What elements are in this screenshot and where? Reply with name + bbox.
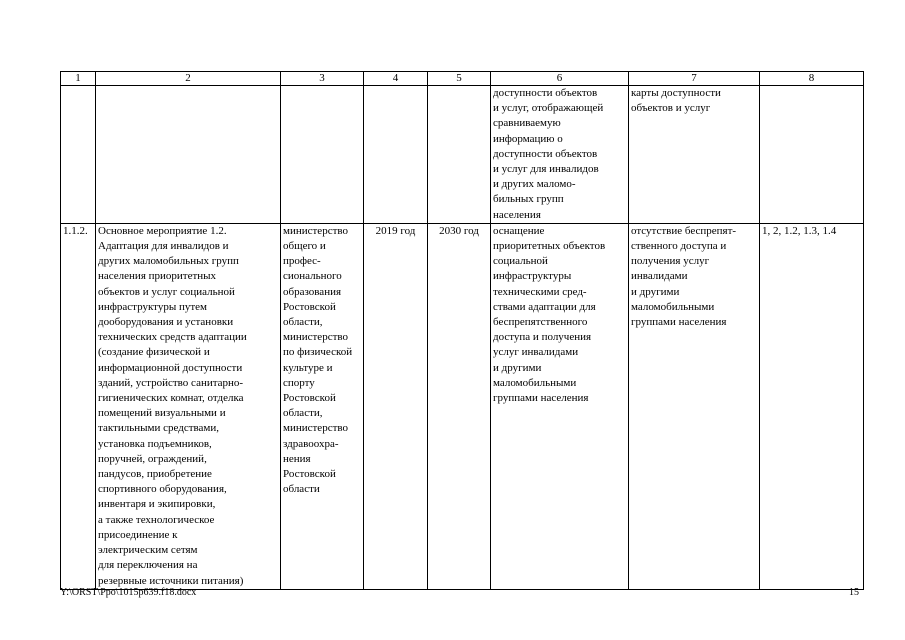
cell-start-year: 2019 год (364, 223, 428, 589)
page-number: 15 (849, 587, 859, 598)
header-cell: 8 (760, 72, 864, 86)
table-row (61, 223, 864, 589)
table-row (61, 86, 864, 224)
cell-expected-result: доступности объектов и услуг, отображающей сравниваемую информацию о доступности объектов и услуг для инвалидов и других маломо- бильных групп населения (491, 86, 629, 224)
cell-event-name (96, 86, 281, 224)
header-cell: 7 (629, 72, 760, 86)
cell-number: 1.1.2. (61, 223, 96, 589)
cell-consequences: карты доступности объектов и услуг (629, 86, 760, 224)
header-cell: 2 (96, 72, 281, 86)
cell-responsible: министерство общего и профес- сионального образования Ростовской области, министерство по физической культуре и спорту Ростовской области, министерство здравоохра- нения Ростовской области (281, 223, 364, 589)
cell-event-name: Основное мероприятие 1.2. Адаптация для инвалидов и других маломобильных групп населения приоритетных объектов и услуг социальной инфраструктуры путем дооборудования и установки технических средств адаптации (создание физической и информационной доступности зданий, устройство санитарно- гигиенических комнат, отделка помещений визуальными и тактильными средствами, установка подъемников, поручней, ограждений, пандусов, приобретение спортивного оборудования, инвентаря и экипировки, а также технологическое присоединение к электрическим сетям для переключения на резервные источники питания) (96, 223, 281, 589)
cell-end-year (428, 86, 491, 224)
cell-indicators (760, 86, 864, 224)
cell-consequences: отсутствие беспрепят- ственного доступа и получения услуг инвалидами и другими маломобильными группами населения (629, 223, 760, 589)
cell-end-year: 2030 год (428, 223, 491, 589)
cell-number (61, 86, 96, 224)
header-row (61, 72, 864, 86)
program-table (60, 71, 864, 590)
header-cell: 1 (61, 72, 96, 86)
cell-start-year (364, 86, 428, 224)
cell-expected-result: оснащение приоритетных объектов социальной инфраструктуры техническими сред- ствами адаптации для беспрепятственного доступа и получения услуг инвалидами и другими маломобильными группами населения (491, 223, 629, 589)
header-cell: 4 (364, 72, 428, 86)
cell-responsible (281, 86, 364, 224)
cell-indicators: 1, 2, 1.2, 1.3, 1.4 (760, 223, 864, 589)
header-cell: 3 (281, 72, 364, 86)
footer-file-path: Y:\ORST\Ppo\1015p639.f18.docx (60, 587, 197, 598)
header-cell: 6 (491, 72, 629, 86)
header-cell: 5 (428, 72, 491, 86)
